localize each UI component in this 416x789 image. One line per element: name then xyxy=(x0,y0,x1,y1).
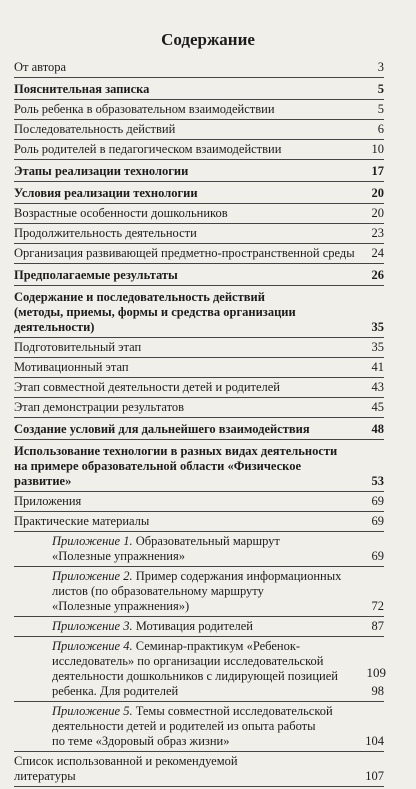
toc-entry-text: Этап демонстрации результатов xyxy=(14,400,185,414)
appendix-label: Приложение 2. xyxy=(52,569,133,583)
toc-entry xyxy=(14,569,384,614)
toc-page-number: 10 xyxy=(371,142,384,156)
toc-entry-text: деятельности) xyxy=(14,320,95,334)
toc-entry-line: Пример содержания информационных xyxy=(135,569,342,583)
toc-entry-text: по теме «Здоровый образ жизни» xyxy=(52,734,230,748)
toc-entry-text: Продолжительность деятельности xyxy=(14,226,197,240)
toc-divider xyxy=(14,701,384,702)
toc-page-number: 41 xyxy=(371,360,384,374)
toc-page-number: 69 xyxy=(371,494,384,508)
toc-page-number: 48 xyxy=(371,422,384,436)
toc-entry xyxy=(14,514,384,529)
toc-entry-text: Возрастные особенности дошкольников xyxy=(14,206,228,220)
toc-page-number: 23 xyxy=(371,226,384,240)
toc-divider xyxy=(14,181,384,182)
toc-divider xyxy=(14,139,384,140)
toc-divider xyxy=(14,337,384,338)
toc-divider xyxy=(14,99,384,100)
toc-page-number: 107 xyxy=(365,769,384,783)
toc-page-number: 45 xyxy=(371,400,384,414)
appendix-label: Приложение 5. xyxy=(52,704,133,718)
toc-entry-text: деятельности детей и родителей из опыта работы xyxy=(52,719,316,733)
toc-divider xyxy=(14,203,384,204)
toc-entry-text: Список использованной и рекомендуемой xyxy=(14,754,238,768)
toc-entry-text: Последовательность действий xyxy=(14,122,176,136)
toc-divider xyxy=(14,616,384,617)
toc-divider xyxy=(14,77,384,78)
toc-page-number: 5 xyxy=(377,82,384,96)
toc-divider xyxy=(14,223,384,224)
toc-entry-text: «Полезные упражнения») xyxy=(52,599,190,613)
toc-entry xyxy=(14,754,384,784)
toc-entry xyxy=(14,704,384,749)
toc-divider xyxy=(14,439,384,440)
toc-entry xyxy=(14,380,384,395)
toc-divider xyxy=(14,357,384,358)
toc-entry xyxy=(14,142,384,157)
toc-entry xyxy=(14,60,384,75)
toc-divider xyxy=(14,417,384,418)
toc-divider xyxy=(14,786,384,787)
page-title: Содержание xyxy=(161,30,255,49)
toc-entry-text: Этапы реализации технологии xyxy=(14,164,189,178)
toc-entry-text: Роль ребенка в образовательном взаимодействии xyxy=(14,102,275,116)
toc-divider xyxy=(14,397,384,398)
toc-entry-text: Создание условий для дальнейшего взаимодействия xyxy=(14,422,310,436)
toc-entry-line: Семинар-практикум «Ребенок- xyxy=(135,639,301,653)
toc-page-number: 104 xyxy=(365,734,384,748)
toc-entry-text: Содержание и последовательность действий xyxy=(14,290,265,304)
toc-entry-text xyxy=(52,569,384,584)
toc-entry-text: «Полезные упражнения» xyxy=(52,549,185,563)
toc-entry-text: деятельности дошкольников с лидирующей позицией xyxy=(52,669,338,683)
toc-divider xyxy=(14,119,384,120)
toc-page-number: 35 xyxy=(371,340,384,354)
toc-entry-text: Предполагаемые результаты xyxy=(14,268,178,282)
toc-entry-text: ребенка. Для родителей xyxy=(52,684,179,698)
page-number: 109 xyxy=(366,665,386,680)
toc-entry xyxy=(14,444,384,489)
toc-divider xyxy=(14,159,384,160)
toc-page-number: 69 xyxy=(371,514,384,528)
toc-divider xyxy=(14,377,384,378)
toc-entry-text: на примере образовательной области «Физическое xyxy=(14,459,301,473)
toc-page-number: 53 xyxy=(371,474,384,488)
toc-entry xyxy=(14,206,384,221)
toc-entry xyxy=(14,534,384,564)
table-of-contents xyxy=(14,60,384,789)
toc-entry xyxy=(14,639,384,699)
toc-page-number: 20 xyxy=(371,206,384,220)
appendix-label: Приложение 4. xyxy=(52,639,133,653)
toc-entry-text: (методы, приемы, формы и средства организации xyxy=(14,305,296,319)
toc-entry-text: Подготовительный этап xyxy=(14,340,142,354)
toc-entry-text: Роль родителей в педагогическом взаимодействии xyxy=(14,142,282,156)
toc-entry xyxy=(14,494,384,509)
toc-entry-line: Темы совместной исследовательской xyxy=(135,704,333,718)
toc-entry xyxy=(14,186,384,201)
toc-entry xyxy=(14,268,384,283)
toc-divider xyxy=(14,751,384,752)
toc-page-number: 35 xyxy=(371,320,384,334)
toc-entry-text xyxy=(52,639,384,654)
toc-entry-text: листов (по образовательному маршруту xyxy=(52,584,264,598)
toc-entry xyxy=(14,290,384,335)
toc-entry-text: Условия реализации технологии xyxy=(14,186,198,200)
toc-page-number: 6 xyxy=(377,122,384,136)
toc-entry-text xyxy=(52,534,384,549)
toc-entry xyxy=(14,102,384,117)
toc-entry xyxy=(14,226,384,241)
toc-entry xyxy=(14,82,384,97)
toc-divider xyxy=(14,263,384,264)
toc-divider xyxy=(14,511,384,512)
appendix-label: Приложение 1. xyxy=(52,534,133,548)
toc-divider xyxy=(14,285,384,286)
toc-page-number: 3 xyxy=(377,60,384,74)
toc-entry xyxy=(14,246,384,261)
toc-entry xyxy=(14,164,384,179)
toc-entry xyxy=(14,400,384,415)
toc-entry-text: Организация развивающей предметно-пространственной среды xyxy=(14,246,355,260)
toc-page-number: 69 xyxy=(371,549,384,563)
toc-entry-line: Мотивация родителей xyxy=(135,619,253,633)
toc-entry-text xyxy=(52,704,384,719)
toc-entry-text: Использование технологии в разных видах деятельности xyxy=(14,444,338,458)
toc-divider xyxy=(14,531,384,532)
toc-entry xyxy=(14,422,384,437)
toc-entry-text: Пояснительная записка xyxy=(14,82,150,96)
toc-divider xyxy=(14,243,384,244)
toc-page-number: 98 xyxy=(371,684,384,698)
toc-page-number: 72 xyxy=(371,599,384,613)
toc-entry-text: Приложения xyxy=(14,494,82,508)
toc-divider xyxy=(14,636,384,637)
toc-entry-text: исследователь» по организации исследовательской xyxy=(52,654,324,668)
toc-page-number: 20 xyxy=(371,186,384,200)
toc-entry-text: Этап совместной деятельности детей и родителей xyxy=(14,380,280,394)
toc-page-number: 17 xyxy=(371,164,384,178)
toc-entry-text: литературы xyxy=(14,769,76,783)
toc-entry-text: Мотивационный этап xyxy=(14,360,129,374)
toc-divider xyxy=(14,566,384,567)
toc-entry xyxy=(14,360,384,375)
toc-divider xyxy=(14,491,384,492)
toc-entry-text xyxy=(52,619,384,634)
toc-entry xyxy=(14,122,384,137)
toc-entry-line: Образовательный маршрут xyxy=(135,534,280,548)
toc-page-number: 87 xyxy=(371,619,384,633)
toc-entry xyxy=(14,619,384,634)
toc-entry-text: От автора xyxy=(14,60,67,74)
appendix-label: Приложение 3. xyxy=(52,619,133,633)
toc-page-number: 5 xyxy=(377,102,384,116)
toc-entry-text: развитие» xyxy=(14,474,72,488)
toc-page-number: 43 xyxy=(371,380,384,394)
toc-entry xyxy=(14,340,384,355)
toc-page-number: 24 xyxy=(371,246,384,260)
toc-entry-text: Практические материалы xyxy=(14,514,150,528)
toc-page-number: 26 xyxy=(371,268,384,282)
